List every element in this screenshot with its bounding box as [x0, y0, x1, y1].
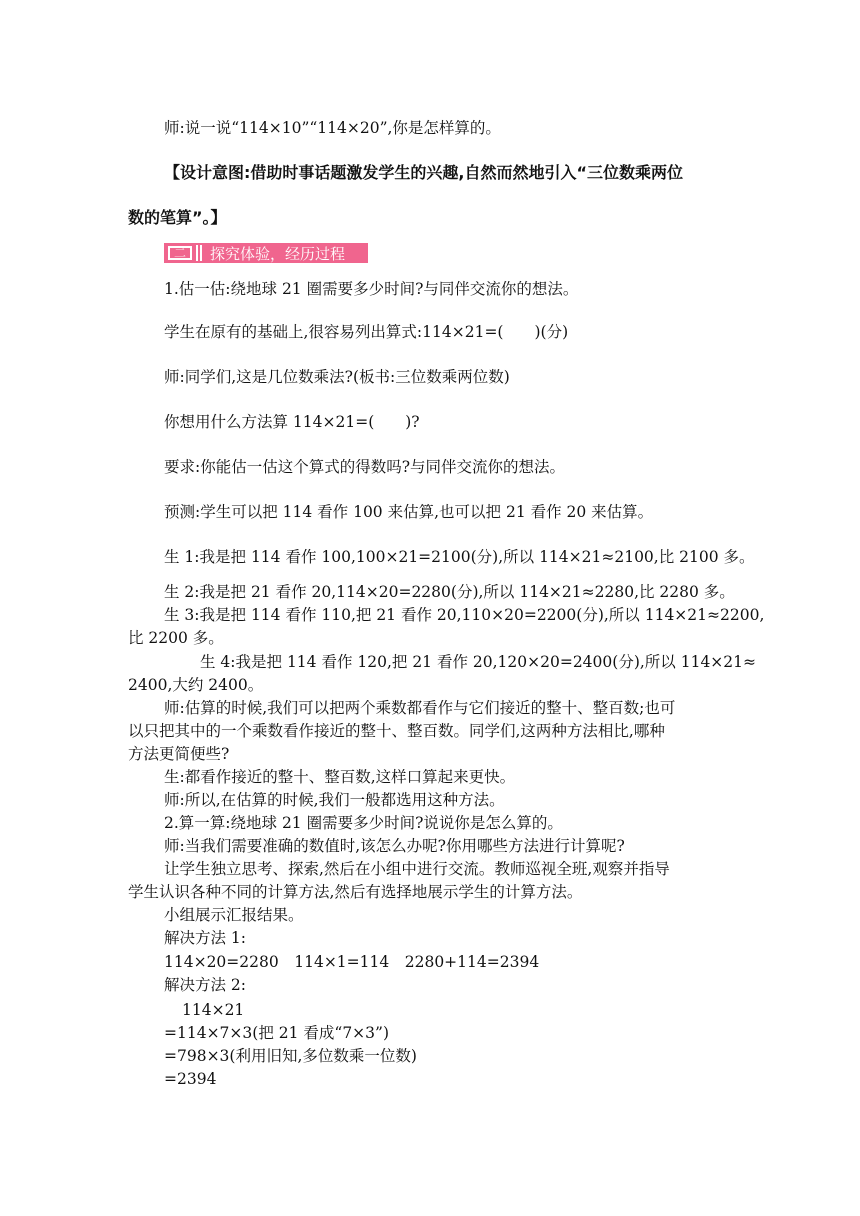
paragraph-line: 解决方法 1:	[164, 929, 247, 947]
paragraph-line: =2394	[164, 1070, 217, 1088]
paragraph-line: 方法更简便些?	[128, 745, 230, 763]
paragraph-line: 生 2:我是把 21 看作 20,114×20=2280(分),所以 114×21≈2280,比 2280 多。	[164, 583, 735, 601]
paragraph-line: 1.估一估:绕地球 21 圈需要多少时间?与同伴交流你的想法。	[164, 280, 579, 298]
paragraph-line: 比 2200 多。	[128, 629, 224, 647]
paragraph-line: 师:估算的时候,我们可以把两个乘数都看作与它们接近的整十、整百数;也可	[164, 699, 676, 717]
heading-divider-icon	[196, 245, 204, 261]
paragraph-line: =798×3(利用旧知,多位数乘一位数)	[164, 1047, 417, 1065]
paragraph-line: 以只把其中的一个乘数看作接近的整十、整百数。同学们,这两种方法相比,哪种	[128, 722, 665, 740]
paragraph-line: 114×21	[182, 1001, 245, 1019]
paragraph-line: 生:都看作接近的整十、整百数,这样口算起来更快。	[164, 768, 516, 786]
paragraph-line: 师:所以,在估算的时候,我们一般都选用这种方法。	[164, 791, 505, 809]
paragraph-line: 2.算一算:绕地球 21 圈需要多少时间?说说你是怎么算的。	[164, 814, 563, 832]
paragraph-line: 生 1:我是把 114 看作 100,100×21=2100(分),所以 114×21≈2100,比 2100 多。	[164, 548, 755, 566]
design-intent-line-1: 【设计意图:借助时事话题激发学生的兴趣,自然而然地引入“三位数乘两位	[164, 163, 683, 182]
paragraph-line: 师:当我们需要准确的数值时,该怎么办呢?你用哪些方法进行计算呢?	[164, 837, 625, 855]
section-title: 探究体验，经历过程	[210, 244, 346, 263]
paragraph-line: 让学生独立思考、探索,然后在小组中进行交流。教师巡视全班,观察并指导	[164, 860, 670, 878]
paragraph-line: =114×7×3(把 21 看成“7×3”)	[164, 1024, 389, 1042]
paragraph-line: 114×20=2280 114×1=114 2280+114=2394	[164, 953, 540, 971]
paragraph-line: 师:同学们,这是几位数乘法?(板书:三位数乘两位数)	[164, 368, 510, 386]
paragraph-line: 生 3:我是把 114 看作 110,把 21 看作 20,110×20=2200(分),所以 114×21≈2200,	[164, 606, 765, 624]
design-intent-line-2: 数的笔算”。】	[128, 208, 227, 227]
section-heading	[164, 243, 368, 263]
paragraph-line: 师:说一说“114×10”“114×20”,你是怎样算的。	[164, 119, 501, 137]
paragraph-line: 生 4:我是把 114 看作 120,把 21 看作 20,120×20=2400(分),所以 114×21≈	[200, 653, 757, 671]
paragraph-line: 2400,大约 2400。	[128, 676, 264, 694]
paragraph-line: 你想用什么方法算 114×21=( )?	[164, 413, 420, 431]
paragraph-line: 要求:你能估一估这个算式的得数吗?与同伴交流你的想法。	[164, 458, 566, 476]
paragraph-line: 解决方法 2:	[164, 976, 247, 994]
paragraph-line: 小组展示汇报结果。	[164, 906, 304, 924]
paragraph-line: 学生在原有的基础上,很容易列出算式:114×21=( )(分)	[164, 323, 569, 341]
paragraph-line: 学生认识各种不同的计算方法,然后有选择地展示学生的计算方法。	[128, 883, 583, 901]
section-number: 二	[168, 246, 192, 260]
paragraph-line: 预测:学生可以把 114 看作 100 来估算,也可以把 21 看作 20 来估算。	[164, 503, 654, 521]
